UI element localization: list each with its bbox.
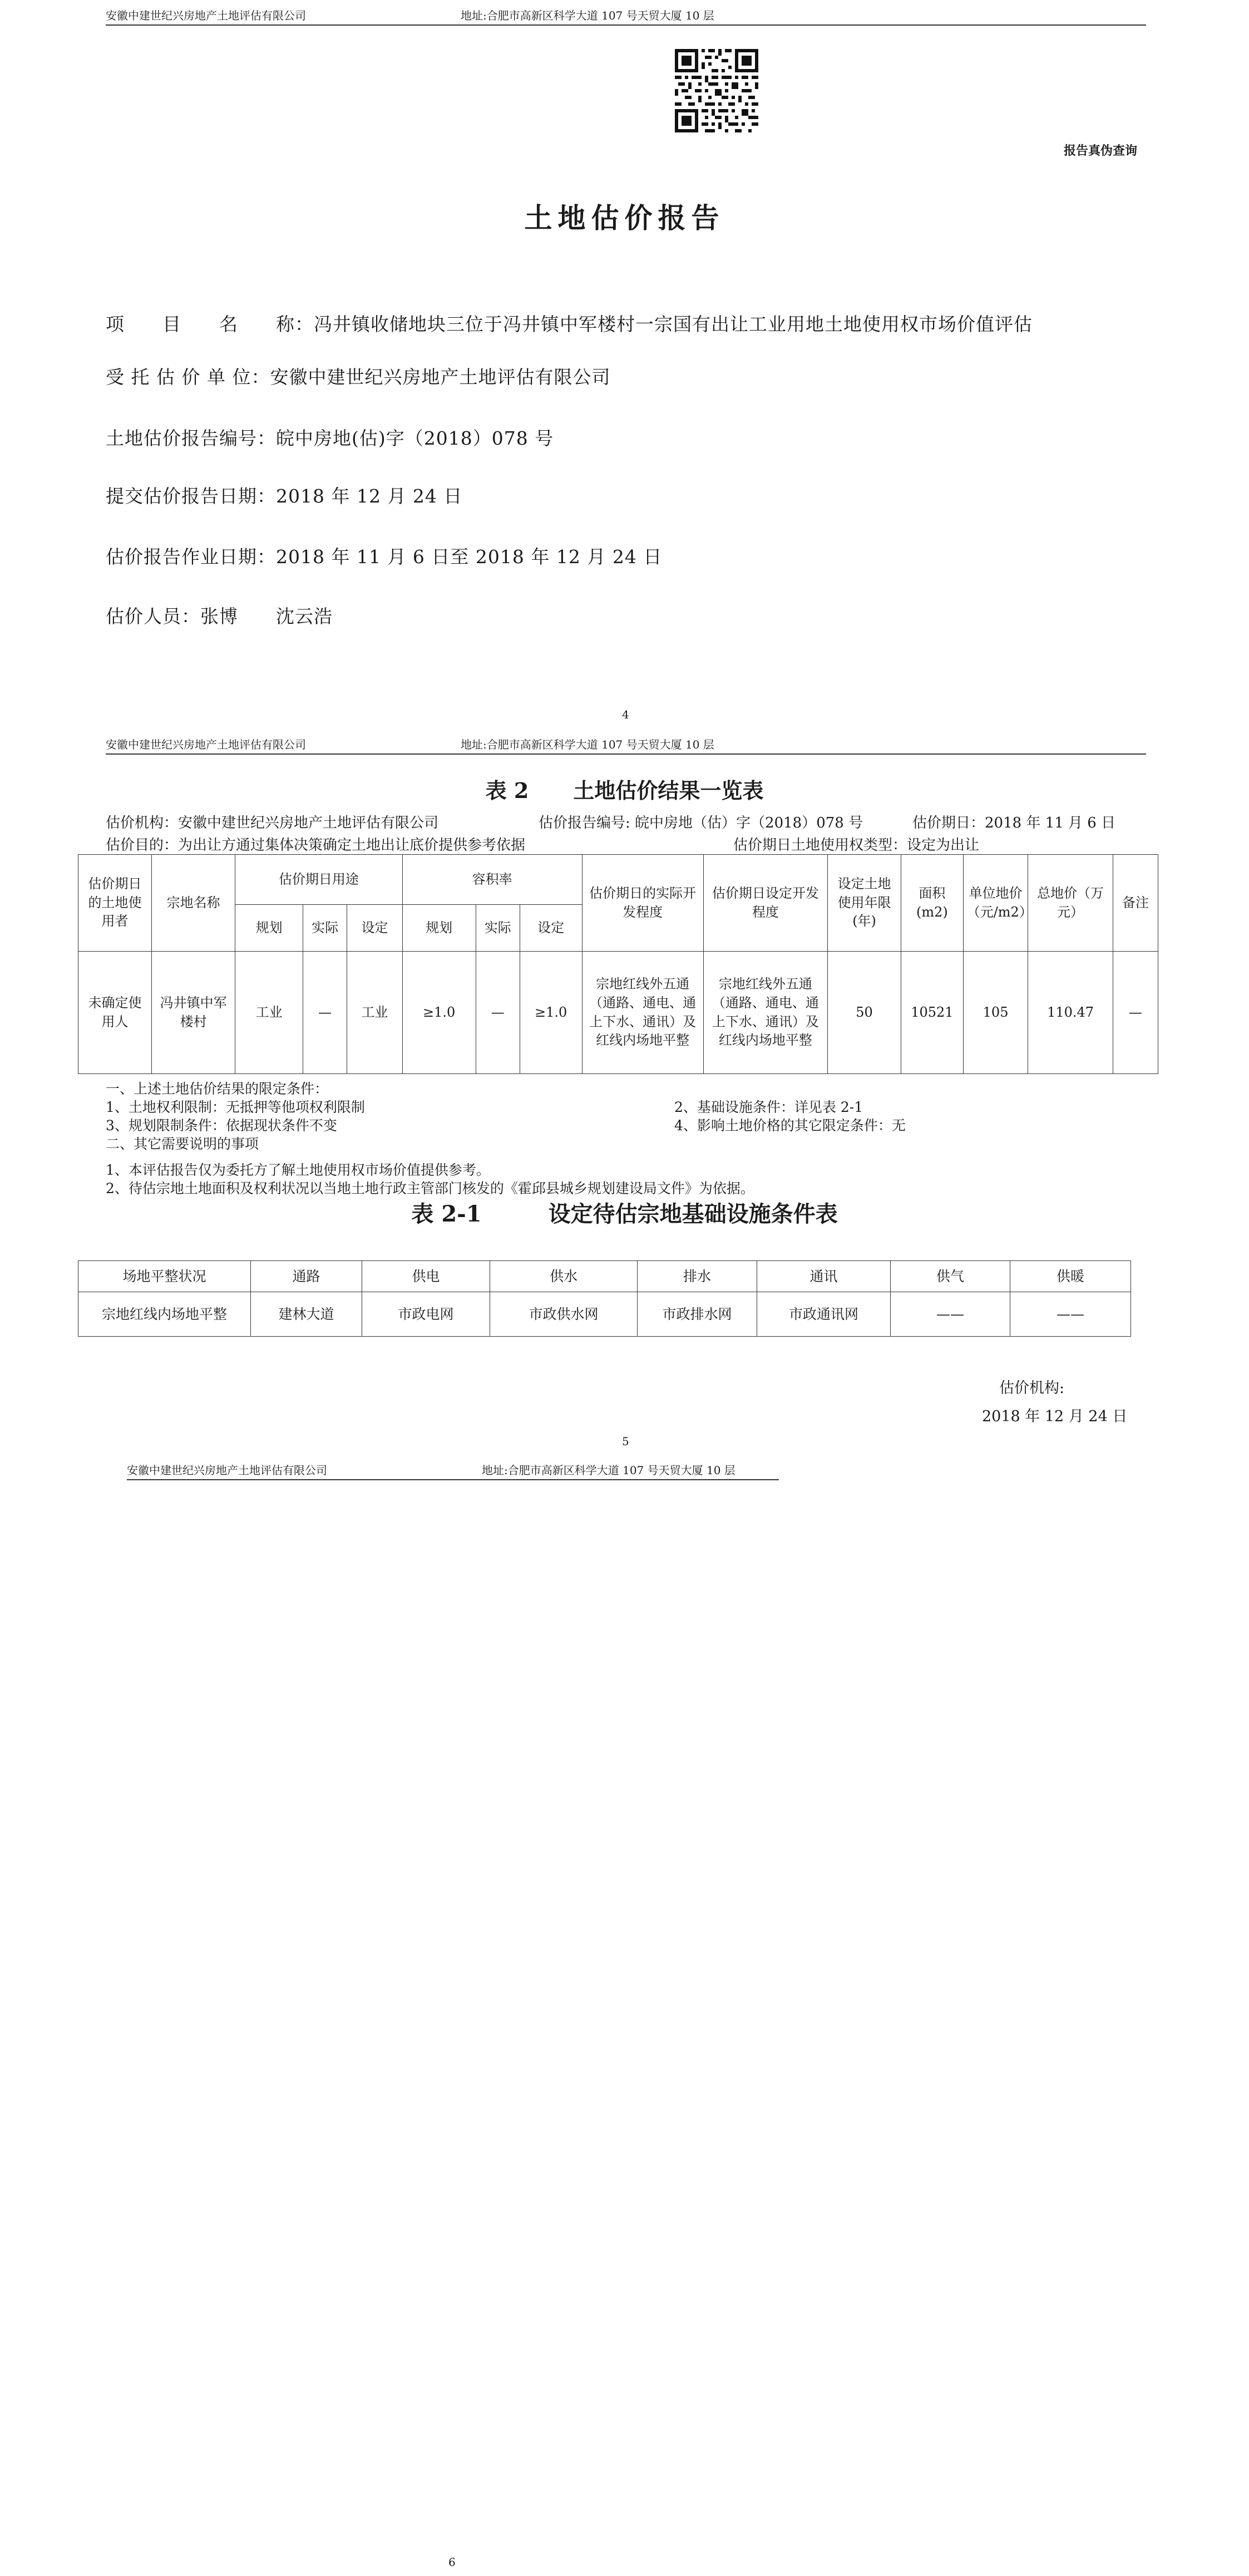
td-water-supply: 市政供水网 <box>490 1292 638 1337</box>
th-use-actual: 实际 <box>303 905 347 952</box>
td-total-price: 110.47 <box>1028 952 1113 1074</box>
td-far-set: ≥1.0 <box>520 952 582 1074</box>
table2-title <box>0 774 1249 804</box>
th-far-plan: 规划 <box>402 905 476 952</box>
th-use-set: 设定 <box>347 905 403 952</box>
signature-date: 2018 年 12 月 24 日 <box>982 1408 1128 1425</box>
th-unit-price: 单位地价（元/m2） <box>963 855 1028 952</box>
page-header-address: 地址:合肥市高新区科学大道 107 号天贸大厦 10 层 <box>482 1464 735 1477</box>
table2-org: 估价机构：安徽中建世纪兴房地产土地评估有限公司 <box>106 815 439 831</box>
th-use-group: 估价期日用途 <box>235 855 402 905</box>
td-parcel-name: 冯井镇中军楼村 <box>151 952 235 1074</box>
th-far-set: 设定 <box>520 905 582 952</box>
report-title: 土地估价报告 <box>524 201 725 234</box>
th-years: 设定土地使用年限(年) <box>828 855 901 952</box>
td-actual-dev: 宗地红线外五通（通路、通电、通上下水、通讯）及红线内场地平整 <box>582 952 703 1074</box>
td-use-actual: — <box>303 952 347 1074</box>
th-use-plan: 规划 <box>235 905 303 952</box>
page-number: 5 <box>622 1435 629 1448</box>
table2-name: 土地估价结果一览表 <box>573 778 764 803</box>
cover-entrusted-unit: 受 托 估 价 单 位：安徽中建世纪兴房地产土地评估有限公司 <box>106 366 611 388</box>
header-rule <box>106 753 1146 755</box>
cover-report-number: 土地估价报告编号：皖中房地(估)字（2018）078 号 <box>106 427 554 449</box>
page-header-company: 安徽中建世纪兴房地产土地评估有限公司 <box>127 1464 327 1477</box>
cover-appraisers: 估价人员：张博 沈云浩 <box>106 605 333 627</box>
table2-right-type: 估价期日土地使用权类型：设定为出让 <box>733 837 980 854</box>
td-far-actual: — <box>476 952 520 1074</box>
cover-project-name: 项 目 名 称：冯井镇收储地块三位于冯井镇中军楼村一宗国有出让工业用地土地使用权市场价值评估 <box>106 313 1033 335</box>
td-telecom: 市政通讯网 <box>757 1292 891 1337</box>
cover-submit-date: 提交估价报告日期：2018 年 12 月 24 日 <box>106 485 463 507</box>
cover-work-period: 估价报告作业日期：2018 年 11 月 6 日至 2018 年 12 月 24 日 <box>106 546 663 568</box>
table2-purpose: 估价目的：为出让方通过集体决策确定土地出让底价提供参考依据 <box>106 837 526 854</box>
th-gas: 供气 <box>891 1261 1010 1292</box>
td-use-plan: 工业 <box>235 952 303 1074</box>
th-water-supply: 供水 <box>490 1261 638 1292</box>
page-header-address: 地址:合肥市高新区科学大道 107 号天贸大厦 10 层 <box>461 9 714 22</box>
table21-number: 表 2-1 <box>411 1201 482 1227</box>
page-header-company: 安徽中建世纪兴房地产土地评估有限公司 <box>106 738 306 751</box>
note-condition-2: 2、基础设施条件：详见表 2-1 <box>674 1099 863 1115</box>
th-far-group: 容积率 <box>402 855 582 905</box>
qr-code[interactable] <box>675 49 758 132</box>
table21-infrastructure <box>78 1260 1131 1337</box>
th-drainage: 排水 <box>638 1261 757 1292</box>
notes-heading-1: 一、上述土地估价结果的限定条件： <box>106 1081 329 1097</box>
header-rule <box>127 1479 779 1480</box>
th-site-leveling: 场地平整状况 <box>78 1261 251 1292</box>
td-far-plan: ≥1.0 <box>402 952 476 1074</box>
page-header-company: 安徽中建世纪兴房地产土地评估有限公司 <box>106 9 306 22</box>
th-actual-dev: 估价期日的实际开发程度 <box>582 855 703 952</box>
th-power: 供电 <box>362 1261 490 1292</box>
note-condition-3: 3、规划限制条件：依据现状条件不变 <box>106 1117 337 1134</box>
page-number: 6 <box>448 2555 456 2569</box>
td-area: 10521 <box>901 952 964 1074</box>
td-drainage: 市政排水网 <box>638 1292 757 1337</box>
td-site-leveling: 宗地红线内场地平整 <box>78 1292 251 1337</box>
td-unit-price: 105 <box>963 952 1028 1074</box>
note-detail-1: 1、本评估报告仅为委托方了解土地使用权市场价值提供参考。 <box>106 1162 490 1178</box>
table-row <box>78 1292 1131 1337</box>
th-telecom: 通讯 <box>757 1261 891 1292</box>
table2-date: 估价期日：2018 年 11 月 6 日 <box>912 815 1116 831</box>
td-remark: — <box>1113 952 1158 1074</box>
table-row <box>78 952 1158 1074</box>
table2-number: 表 2 <box>485 778 529 803</box>
th-parcel-name: 宗地名称 <box>151 855 235 952</box>
td-gas: —— <box>891 1292 1010 1337</box>
th-area: 面积(m2) <box>901 855 964 952</box>
th-land-user: 估价期日的土地使用者 <box>78 855 152 952</box>
td-road: 建林大道 <box>251 1292 362 1337</box>
signature-org-label: 估价机构: <box>999 1380 1065 1397</box>
note-detail-2: 2、待估宗地土地面积及权利状况以当地土地行政主管部门核发的《霍邱县城乡规划建设局文件》为依据。 <box>106 1180 754 1196</box>
page-header-address: 地址:合肥市高新区科学大道 107 号天贸大厦 10 层 <box>461 738 714 751</box>
qr-caption: 报告真伪查询 <box>1064 144 1138 158</box>
header-rule <box>106 24 1146 26</box>
td-use-set: 工业 <box>347 952 403 1074</box>
notes-heading-2: 二、其它需要说明的事项 <box>106 1136 259 1152</box>
th-road: 通路 <box>251 1261 362 1292</box>
th-total-price: 总地价（万元） <box>1028 855 1113 952</box>
td-set-dev: 宗地红线外五通（通路、通电、通上下水、通讯）及红线内场地平整 <box>703 952 827 1074</box>
th-far-actual: 实际 <box>476 905 520 952</box>
table21-name: 设定待估宗地基础设施条件表 <box>548 1201 838 1227</box>
note-condition-1: 1、土地权利限制：无抵押等他项权利限制 <box>106 1099 365 1115</box>
td-power: 市政电网 <box>362 1292 490 1337</box>
th-set-dev: 估价期日设定开发程度 <box>703 855 827 952</box>
note-condition-4: 4、影响土地价格的其它限定条件：无 <box>674 1117 906 1134</box>
page-number: 4 <box>622 708 629 721</box>
th-heating: 供暖 <box>1010 1261 1131 1292</box>
th-remark: 备注 <box>1113 855 1158 952</box>
td-heating: —— <box>1010 1292 1131 1337</box>
td-years: 50 <box>828 952 901 1074</box>
table21-title <box>0 1196 1249 1228</box>
td-land-user: 未确定使用人 <box>78 952 152 1074</box>
table2-report-no: 估价报告编号: 皖中房地（估）字（2018）078 号 <box>539 815 863 831</box>
table2-results <box>78 854 1158 1074</box>
